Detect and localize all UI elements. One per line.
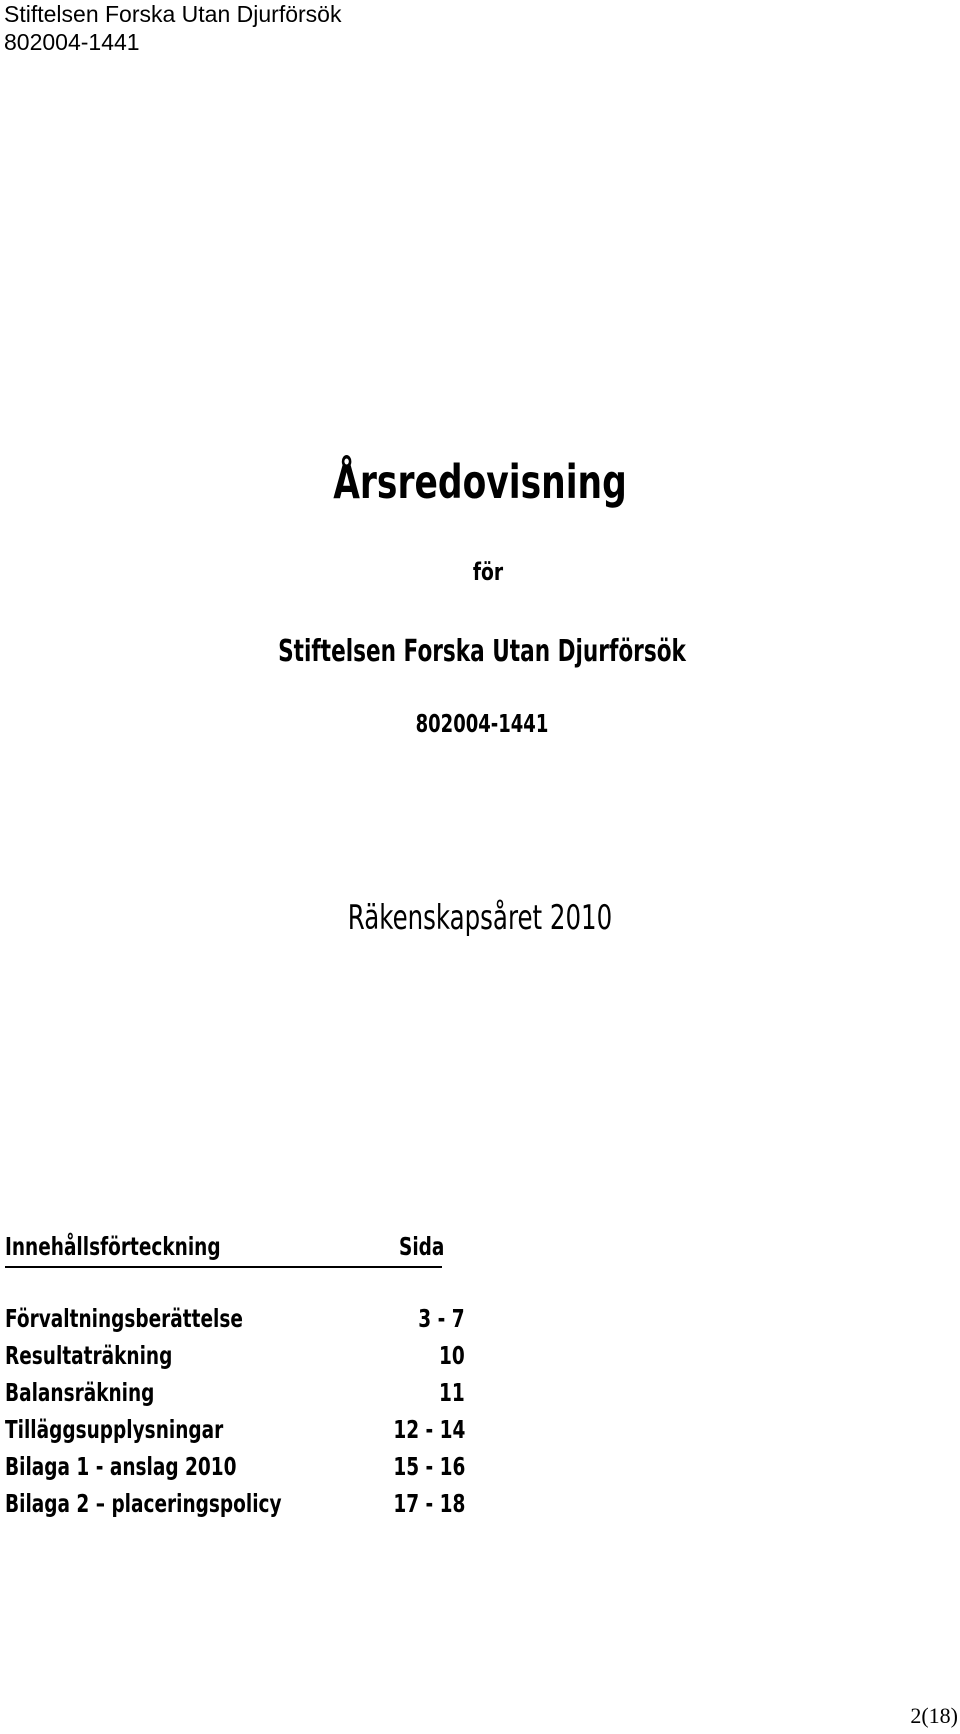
toc-item-label: Balansräkning: [5, 1378, 155, 1407]
toc-item: [5, 1452, 475, 1489]
header-org-name: Stiftelsen Forska Utan Djurförsök: [4, 1, 342, 27]
for-label: för: [472, 558, 504, 586]
toc-item-pages: 17 - 18: [392, 1489, 465, 1518]
document-title: Årsredovisning: [333, 455, 627, 509]
toc-item-label: Bilaga 1 - anslag 2010: [5, 1452, 237, 1481]
toc-item: [5, 1415, 475, 1452]
toc-item: [5, 1489, 475, 1526]
toc-list: [5, 1304, 475, 1526]
toc-item-label: Bilaga 2 – placeringspolicy: [5, 1489, 282, 1518]
toc-heading: Innehållsförteckning: [5, 1232, 221, 1261]
running-header: [4, 0, 341, 56]
table-of-contents: [5, 1232, 475, 1526]
cover-org-number: 802004-1441: [415, 709, 549, 738]
toc-item-pages: 15 - 16: [392, 1452, 465, 1481]
toc-heading-row: [5, 1232, 445, 1268]
toc-item-pages: 3 - 7: [418, 1304, 465, 1333]
fiscal-year: Räkenskapsåret 2010: [347, 898, 613, 938]
toc-item-pages: 10: [439, 1341, 465, 1370]
toc-item-label: Tilläggsupplysningar: [5, 1415, 224, 1444]
toc-item-label: Förvaltningsberättelse: [5, 1304, 243, 1333]
toc-item-label: Resultaträkning: [5, 1341, 173, 1370]
cover-org-name: Stiftelsen Forska Utan Djurförsök: [278, 634, 686, 669]
toc-page-heading: Sida: [399, 1232, 445, 1261]
toc-item-pages: 12 - 14: [392, 1415, 465, 1444]
toc-item: [5, 1378, 475, 1415]
header-org-number: 802004-1441: [4, 29, 140, 55]
toc-item: [5, 1341, 475, 1378]
page-number: 2(18): [910, 1703, 958, 1728]
toc-item: [5, 1304, 475, 1341]
toc-item-pages: 11: [439, 1378, 465, 1407]
